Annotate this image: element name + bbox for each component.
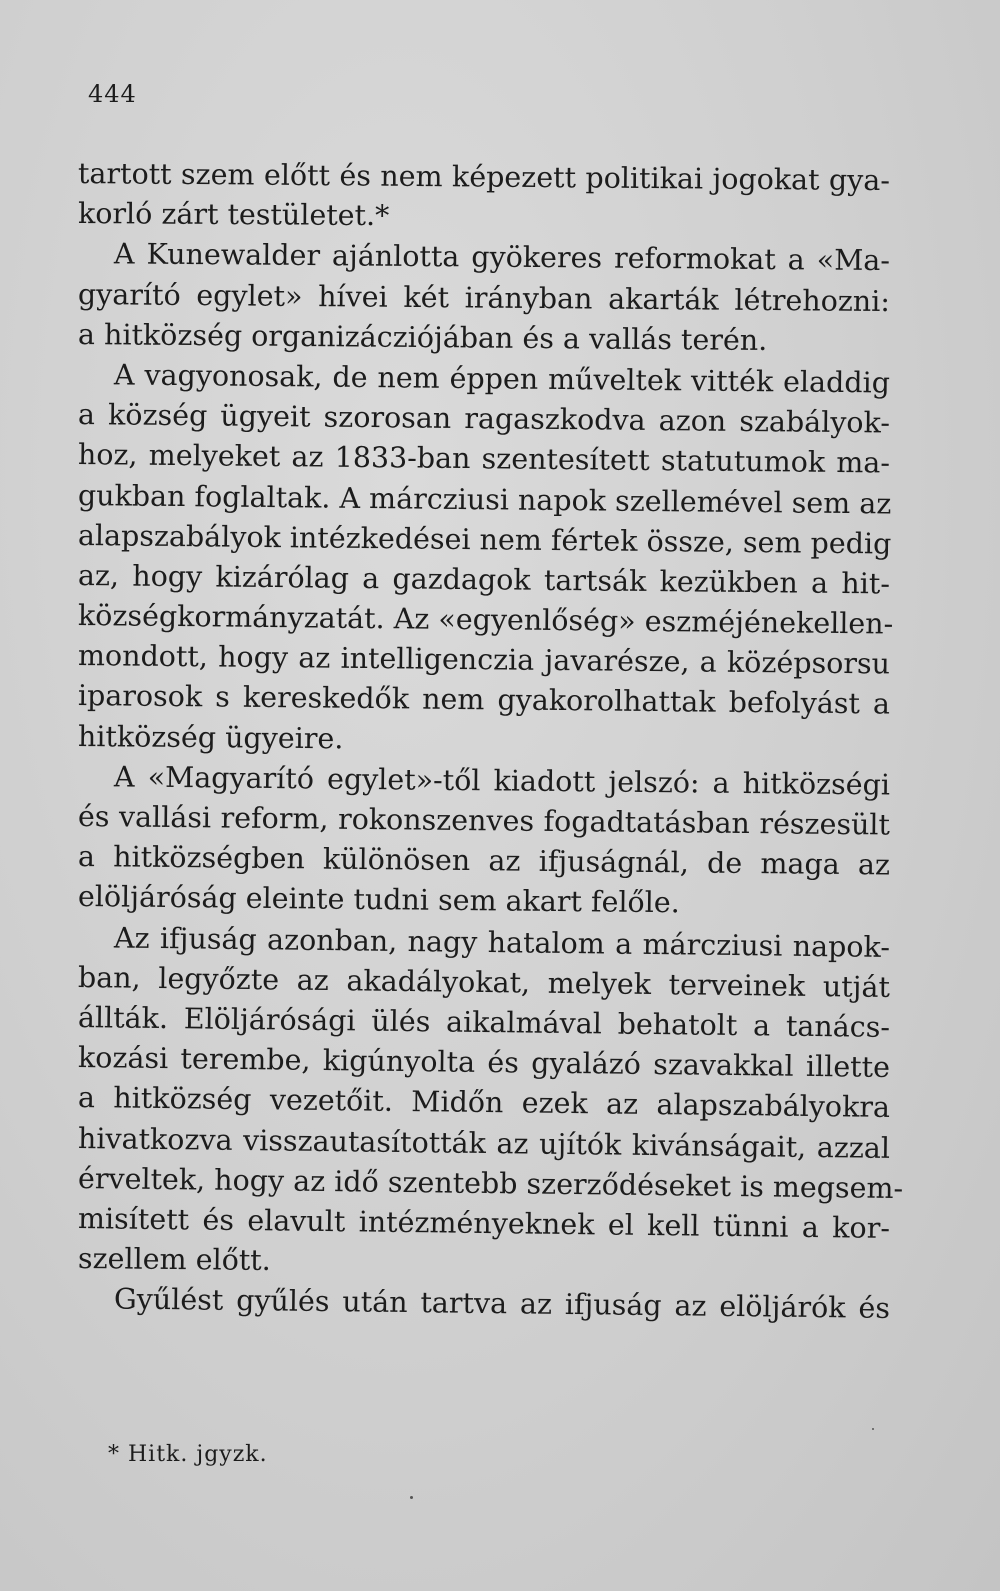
- text-line: korló zárt testületet.*: [77, 197, 390, 233]
- text-line: A «Magyarító egylet»-től kiadott jelszó: a hitközségi: [113, 760, 891, 802]
- text-line: hivatkozva visszautasították az ujítók kivánságait, azzal: [77, 1121, 891, 1165]
- text-line: a község ügyeit szorosan ragaszkodva azon szabályok-: [77, 398, 891, 440]
- text-line: mondott, hogy az intelligenczia javarésze, a középsorsu: [77, 639, 891, 681]
- text-line: gyarító egylet» hívei két irányban akarták létrehozni:: [77, 277, 891, 318]
- footnote: * Hitk. jgyzk.: [108, 1442, 268, 1467]
- text-line: érveltek, hogy az idő szentebb szerződéseket is megsem-: [77, 1161, 904, 1205]
- paper-speck: [872, 1428, 874, 1430]
- text-line: misített és elavult intézményeknek el kell tünni a kor-: [77, 1201, 891, 1245]
- text-line: A vagyonosak, de nem éppen műveltek vitték eladdig: [113, 358, 891, 400]
- text-line: Gyűlést gyűlés után tartva az ifjuság az elöljárók és: [113, 1282, 891, 1326]
- text-line: gukban foglaltak. A márcziusi napok szellemével sem az: [77, 478, 892, 521]
- text-line: ban, legyőzte az akadályokat, melyek terveinek utját: [77, 960, 891, 1004]
- text-line: kozási terembe, kigúnyolta és gyalázó szavakkal illette: [77, 1041, 891, 1085]
- text-line: tartott szem előtt és nem képezett politikai jogokat gya-: [77, 157, 891, 198]
- body-text: [77, 154, 904, 1326]
- text-line: és vallási reform, rokonszenves fogadtatásban részesült: [77, 800, 891, 842]
- text-line: a hitközség organizácziójában és a vallás terén.: [77, 317, 768, 357]
- text-line: A Kunewalder ajánlotta gyökeres reformokat a «Ma-: [113, 237, 891, 278]
- text-line: állták. Elöljárósági ülés aikalmával behatolt a tanács-: [77, 1000, 891, 1044]
- text-line: a hitközségben különösen az ifjuságnál, de maga az: [77, 840, 891, 882]
- text-line: szellem előtt.: [77, 1242, 271, 1278]
- page-number: 444: [88, 80, 137, 108]
- text-line: alapszabályok intézkedései nem fértek össze, sem pedig: [77, 518, 892, 561]
- text-line: elöljáróság eleinte tudni sem akart felőle.: [77, 880, 680, 920]
- text-line: az, hogy kizárólag a gazdagok tartsák kezükben a hit-: [77, 558, 891, 601]
- text-line: községkormányzatát. Az «egyenlőség» eszméjénekellen-: [77, 599, 894, 641]
- text-line: hoz, melyeket az 1833-ban szentesített statutumok ma-: [77, 438, 891, 480]
- paper-speck: [410, 1496, 413, 1499]
- text-line: iparosok s kereskedők nem gyakorolhattak befolyást a: [77, 679, 891, 721]
- text-line: Az ifjuság azonban, nagy hatalom a márcziusi napok-: [113, 921, 891, 964]
- text-line: a hitközség vezetőit. Midőn ezek az alapszabályokra: [77, 1081, 891, 1125]
- text-line: hitközség ügyeire.: [77, 719, 344, 755]
